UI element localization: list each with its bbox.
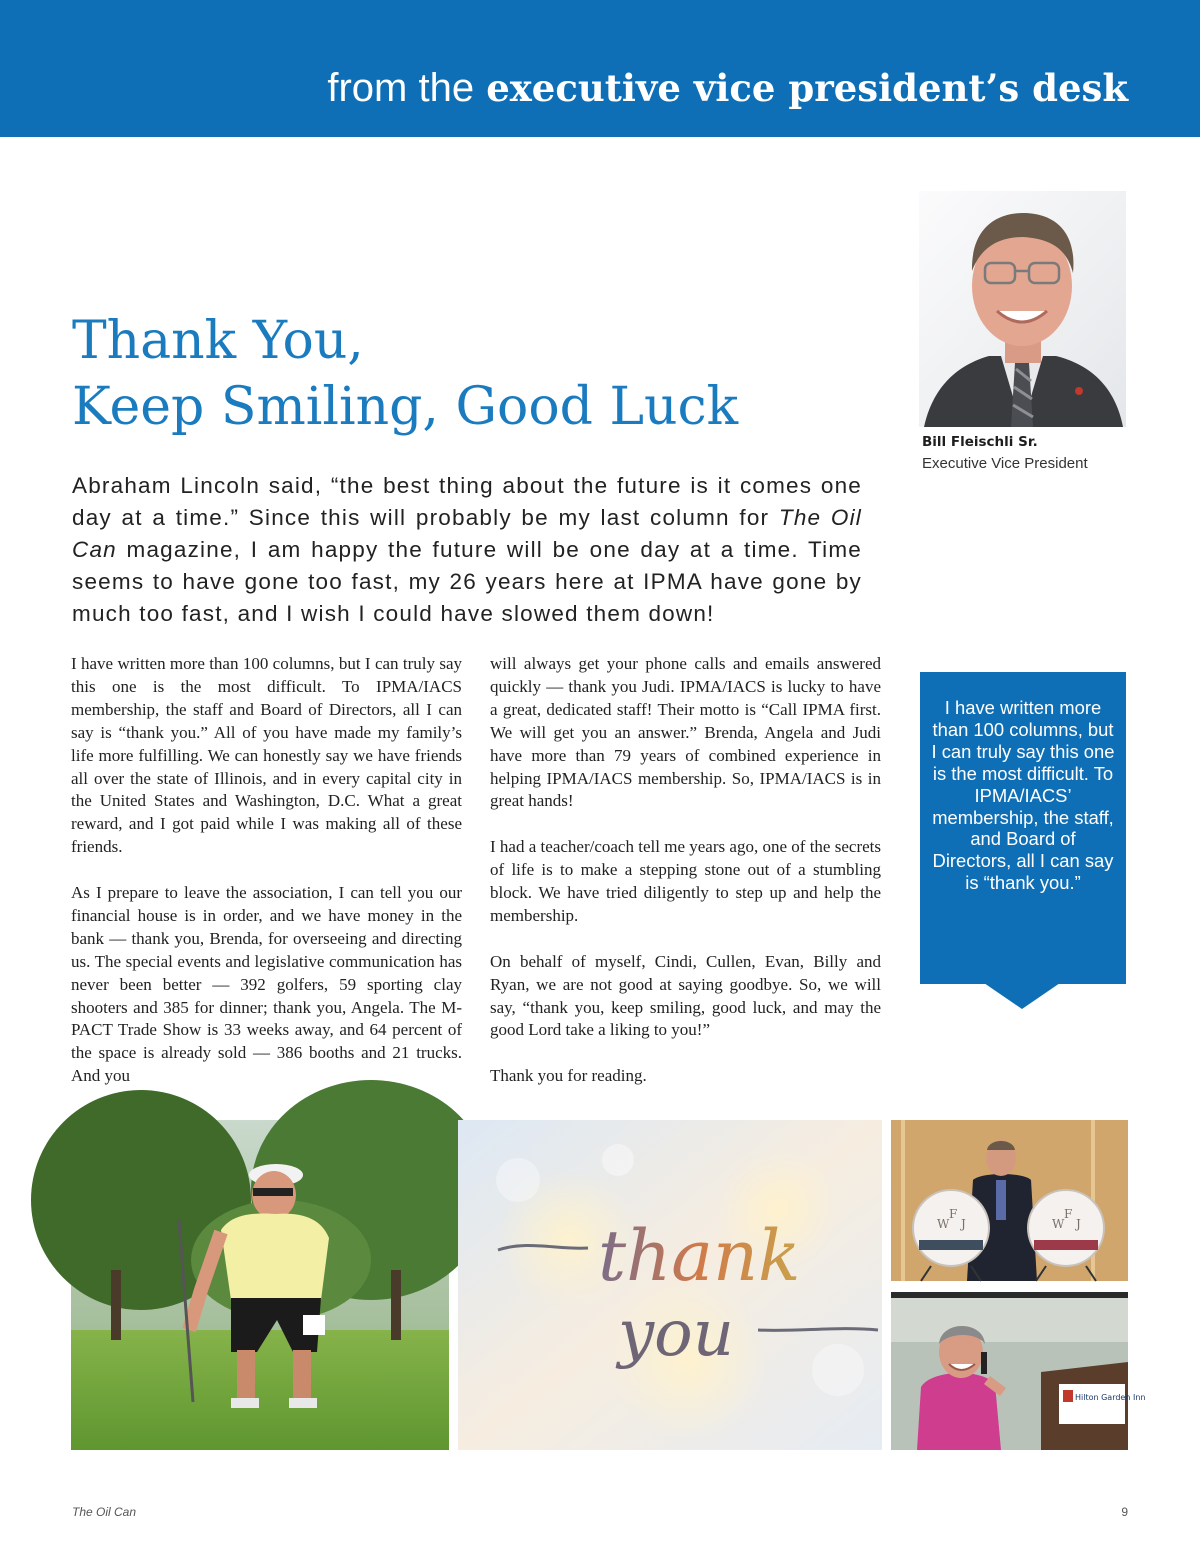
- body-paragraph: On behalf of myself, Cindi, Cullen, Evan, Billy and Ryan, we are not good at saying goodbye. So, we will say, “thank you, keep smiling, good luck, and may the good Lord take a liking to you!”: [490, 951, 881, 1040]
- body-paragraph: As I prepare to leave the association, I can tell you our financial house is in order, and we have money in the bank — thank you, Brenda, for overseeing and directing us. The special events and legislative communication has never been better — 392 golfers, 59 sporting clay shooters and 385 for dinner; thank you, Angela. The M-PACT Trade Show is 33 weeks away, and 64 percent of the space is already sold — 386 booths and 21 trucks. And you: [71, 883, 462, 1086]
- golf-photo-image: [71, 1120, 449, 1450]
- banquet-sign-letter: W: [937, 1217, 950, 1231]
- body-paragraph: will always get your phone calls and emails answered quickly — thank you Judi. IPMA/IACS is lucky to have a great, dedicated staff! Their motto is “Call IPMA first. We will get you an answer.” Brenda, Angela and Judi have more than 79 years of combined experience in helping IPMA/IACS membership. So, IPMA/IACS is in great hands!: [490, 654, 881, 811]
- thank-you-graphic: [458, 1120, 882, 1450]
- pull-quote-text: I have written more than 100 columns, but I can truly say this one is the most difficult. To IPMA/IACS’ membership, the staff, and Board of Directors, all I can say is “thank you.”: [931, 697, 1115, 894]
- lede-magazine-title: The Oil Can: [72, 505, 863, 562]
- section-heading: [327, 62, 1128, 114]
- golf-photo: [71, 1120, 449, 1450]
- section-heading-main: executive vice president’s desk: [486, 66, 1128, 110]
- body-column-1: [71, 653, 462, 1111]
- pull-quote-pointer: [984, 983, 1060, 1009]
- article-title-line-2: Keep Smiling, Good Luck: [72, 377, 739, 437]
- lede-part-2: magazine, I am happy the future will be one day at a time. Time seems to have gone too fast, my 26 years here at IPMA have gone by much too fast, and I wish I could have slowed them down!: [72, 537, 862, 626]
- body-paragraph: Thank you for reading.: [490, 1066, 647, 1086]
- lede-part-1: Abraham Lincoln said, “the best thing about the future is it comes one day at a time.” Since this will probably be my last column for: [72, 473, 862, 530]
- banquet-photo: [891, 1120, 1128, 1281]
- thank-you-word-2: you: [618, 1297, 734, 1371]
- author-portrait: [919, 191, 1126, 427]
- banquet-sign-letter: J: [1076, 1217, 1081, 1231]
- banquet-photo-image: [891, 1120, 1128, 1281]
- thank-you-word-1: thank: [598, 1215, 801, 1297]
- body-paragraph: I had a teacher/coach tell me years ago, one of the secrets of life is to make a stepping stone out of a stumbling block. We have tried diligently to step up and help the membership.: [490, 837, 881, 925]
- banquet-sign-letter: F: [949, 1207, 958, 1221]
- thank-you-graphic-image: [458, 1120, 882, 1450]
- page-number: 9: [1121, 1505, 1128, 1519]
- speaker-photo-image: [891, 1292, 1146, 1450]
- author-name: Bill Fleischli Sr.: [922, 434, 1038, 450]
- article-title-line-1: Thank You,: [72, 311, 364, 371]
- article-title: [72, 308, 892, 440]
- author-portrait-image: [919, 191, 1126, 427]
- podium-sign-text: Hilton Garden Inn: [1075, 1393, 1146, 1402]
- article-lede: [72, 470, 862, 630]
- banquet-sign-letter: F: [1064, 1207, 1073, 1221]
- author-role: Executive Vice President: [922, 455, 1088, 472]
- section-heading-prefix: from the: [327, 66, 475, 110]
- banquet-sign-letter: W: [1052, 1217, 1065, 1231]
- banquet-sign-letter: J: [961, 1217, 966, 1231]
- body-paragraph: I have written more than 100 columns, but I can truly say this one is the most difficult. To IPMA/IACS membership, the staff and Board of Directors, all I can say is “thank you.” All of you have made my family’s life more fulfilling. We can honestly say we have friends all over the state of Illinois, and in every capital city in the United States and Washington, D.C. What a great reward, and I got paid while I was making all of these friends.: [71, 654, 462, 857]
- speaker-photo: [891, 1292, 1146, 1450]
- body-column-2: [490, 653, 881, 1111]
- header-banner: [0, 0, 1200, 137]
- footer-publication: The Oil Can: [72, 1505, 137, 1519]
